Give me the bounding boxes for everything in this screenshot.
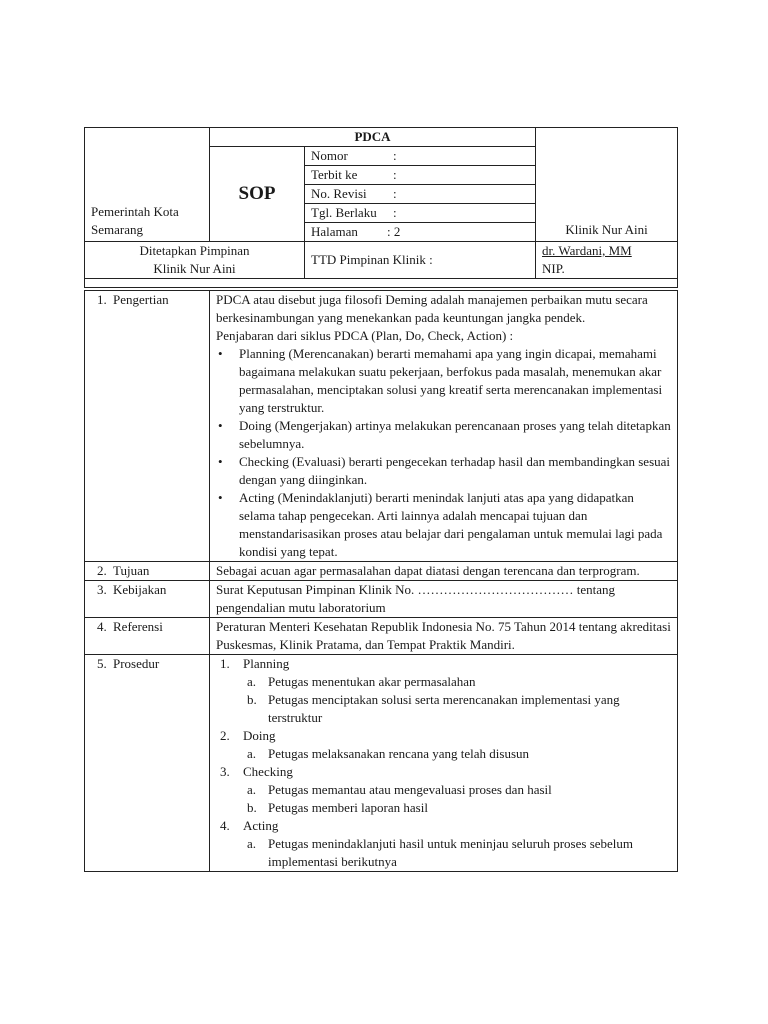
list-item: a. Petugas menentukan akar permasalahan <box>247 674 476 689</box>
list-item: • Doing (Mengerjakan) artinya melakukan perencanaan proses yang telah ditetapkan sebelumnya. <box>216 417 671 453</box>
signature-label: TTD Pimpinan Klinik : <box>305 242 536 279</box>
established-by: Ditetapkan Pimpinan Klinik Nur Aini <box>85 242 305 279</box>
procedure-step: 4. Acting a. Petugas menindaklanjuti hasil untuk meninjau seluruh proses sebelum implementasi berikutnya <box>216 817 671 871</box>
list-item: a. Petugas melaksanakan rencana yang telah disusun <box>247 746 529 761</box>
sop-body-table <box>84 290 678 872</box>
sub-steps <box>243 673 671 727</box>
section-content <box>210 291 678 562</box>
meta-nomor: Nomor : <box>305 147 536 166</box>
sop-label: SOP <box>210 147 305 242</box>
sub-steps <box>243 745 671 763</box>
pdca-bullet-list <box>216 345 671 561</box>
list-item: • Acting (Menindaklanjuti) berarti menindak lanjuti atas apa yang didapatkan selama tahap pengecekan. Arti lainnya adalah mencapai tujuan dan menstandarisasikan proses atau belajar dari pengalaman untuk memulai lagi pada kondisi yang tepat. <box>216 489 671 561</box>
section-label: 1. Pengertian <box>85 291 210 562</box>
section-tujuan <box>85 562 678 581</box>
section-referensi <box>85 618 678 655</box>
institution-name: Pemerintah Kota Semarang <box>91 204 179 237</box>
meta-halaman: Halaman : 2 <box>305 223 536 242</box>
section-content: Surat Keputusan Pimpinan Klinik No. ……………………………… tentang pengendalian mutu laboratorium <box>210 581 678 618</box>
doc-type-title: PDCA <box>210 128 536 147</box>
sub-steps <box>243 781 671 817</box>
procedure-steps <box>216 655 671 871</box>
list-item: b. Petugas memberi laporan hasil <box>247 800 428 815</box>
meta-revisi: No. Revisi : <box>305 185 536 204</box>
section-prosedur <box>85 655 678 872</box>
section-label: 2. Tujuan <box>85 562 210 581</box>
pengertian-intro: PDCA atau disebut juga filosofi Deming adalah manajemen perbaikan mutu secara berkesinambungan yang menekankan pada keuntungan jangka pendek. <box>216 292 648 325</box>
step-title: Acting <box>243 818 279 833</box>
section-kebijakan <box>85 581 678 618</box>
signer-name: dr. Wardani, MM <box>542 243 632 258</box>
list-item: a. Petugas menindaklanjuti hasil untuk meninjau seluruh proses sebelum implementasi berikutnya <box>247 836 634 869</box>
list-item: • Checking (Evaluasi) berarti pengecekan terhadap hasil dan membandingkan sesuai dengan yang diinginkan. <box>216 453 671 489</box>
meta-terbit: Terbit ke : <box>305 166 536 185</box>
procedure-step: 1. Planning a. Petugas menentukan akar permasalahan b. Petugas menciptakan solusi serta merencanakan implementasi yang terstruktur <box>216 655 671 727</box>
section-content: Peraturan Menteri Kesehatan Republik Indonesia No. 75 Tahun 2014 tentang akreditasi Puskesmas, Klinik Pratama, dan Tempat Praktik Mandiri. <box>210 618 678 655</box>
section-content <box>210 655 678 872</box>
step-title: Checking <box>243 764 293 779</box>
list-item: • Planning (Merencanakan) berarti memahami apa yang ingin dicapai, memahami bagaimana melakukan suatu pekerjaan, berfokus pada masalah, menemukan akar permasalahan, menciptakan solusi yang kreatif serta merencanakan implementasi yang terstruktur. <box>216 345 671 417</box>
sop-header-table <box>84 127 678 288</box>
sub-steps <box>243 835 671 871</box>
step-title: Planning <box>243 656 290 671</box>
signer-cell <box>536 242 678 279</box>
list-item: a. Petugas memantau atau mengevaluasi proses dan hasil <box>247 782 552 797</box>
step-title: Doing <box>243 728 276 743</box>
list-item: b. Petugas menciptakan solusi serta merencanakan implementasi yang terstruktur <box>247 692 620 725</box>
section-pengertian <box>85 291 678 562</box>
pengertian-cycle-intro: Penjabaran dari siklus PDCA (Plan, Do, Check, Action) : <box>216 328 514 343</box>
meta-berlaku: Tgl. Berlaku : <box>305 204 536 223</box>
procedure-step: 2. Doing a. Petugas melaksanakan rencana yang telah disusun <box>216 727 671 763</box>
signer-nip: NIP. <box>542 261 565 276</box>
header-spacer <box>85 279 678 288</box>
section-label: 4. Referensi <box>85 618 210 655</box>
institution-cell <box>85 128 210 242</box>
section-content: Sebagai acuan agar permasalahan dapat diatasi dengan terencana dan terprogram. <box>210 562 678 581</box>
clinic-cell <box>536 128 678 242</box>
clinic-name: Klinik Nur Aini <box>565 222 648 237</box>
section-label: 5. Prosedur <box>85 655 210 872</box>
procedure-step: 3. Checking a. Petugas memantau atau mengevaluasi proses dan hasil b. Petugas memberi laporan hasil <box>216 763 671 817</box>
section-label: 3. Kebijakan <box>85 581 210 618</box>
